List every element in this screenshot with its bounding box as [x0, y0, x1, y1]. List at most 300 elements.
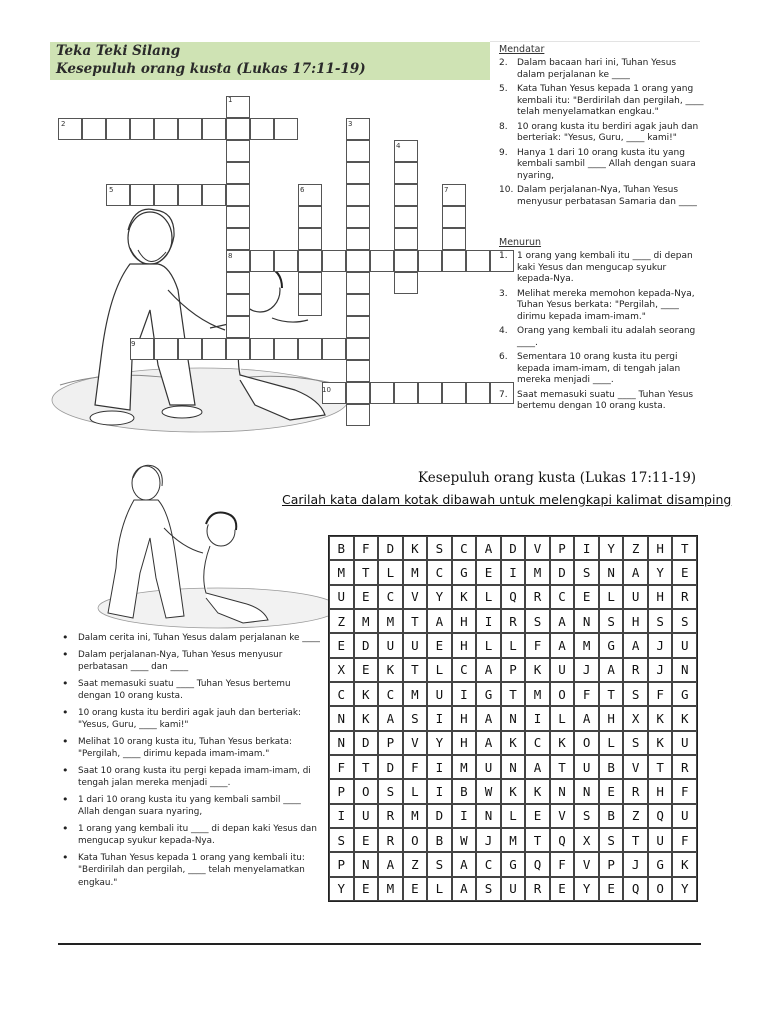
- crossword-cell[interactable]: [394, 206, 418, 228]
- crossword-cell[interactable]: [442, 250, 466, 272]
- wordsearch-cell[interactable]: X: [329, 658, 354, 682]
- wordsearch-cell[interactable]: E: [354, 658, 379, 682]
- wordsearch-cell[interactable]: U: [501, 877, 526, 901]
- wordsearch-cell[interactable]: K: [525, 658, 550, 682]
- wordsearch-cell[interactable]: M: [403, 804, 428, 828]
- wordsearch-cell[interactable]: T: [354, 560, 379, 584]
- wordsearch-cell[interactable]: N: [329, 731, 354, 755]
- wordsearch-cell[interactable]: R: [672, 585, 697, 609]
- wordsearch-cell[interactable]: M: [501, 828, 526, 852]
- wordsearch-cell[interactable]: J: [648, 633, 673, 657]
- crossword-cell[interactable]: [250, 118, 274, 140]
- wordsearch-cell[interactable]: Y: [648, 560, 673, 584]
- wordsearch-cell[interactable]: E: [550, 877, 575, 901]
- wordsearch-cell[interactable]: D: [354, 731, 379, 755]
- wordsearch-cell[interactable]: K: [525, 779, 550, 803]
- crossword-cell[interactable]: [394, 162, 418, 184]
- crossword-cell[interactable]: [226, 206, 250, 228]
- wordsearch-cell[interactable]: S: [525, 609, 550, 633]
- wordsearch-cell[interactable]: M: [574, 633, 599, 657]
- crossword-cell[interactable]: [226, 316, 250, 338]
- wordsearch-cell[interactable]: Q: [550, 828, 575, 852]
- wordsearch-grid: [328, 535, 698, 902]
- wordsearch-cell[interactable]: G: [501, 852, 526, 876]
- crossword-cell[interactable]: [346, 360, 370, 382]
- crossword-cell[interactable]: [154, 338, 178, 360]
- crossword-cell[interactable]: [226, 140, 250, 162]
- crossword-cell[interactable]: [370, 250, 394, 272]
- wordsearch-cell[interactable]: E: [599, 877, 624, 901]
- wordsearch-cell[interactable]: U: [476, 755, 501, 779]
- wordsearch-cell[interactable]: Q: [623, 877, 648, 901]
- wordsearch-cell[interactable]: J: [648, 658, 673, 682]
- wordsearch-cell[interactable]: D: [427, 804, 452, 828]
- wordsearch-cell[interactable]: O: [550, 682, 575, 706]
- crossword-cell[interactable]: [346, 294, 370, 316]
- wordsearch-cell[interactable]: L: [403, 779, 428, 803]
- wordsearch-cell[interactable]: D: [378, 755, 403, 779]
- wordsearch-cell[interactable]: S: [378, 779, 403, 803]
- wordsearch-cell[interactable]: S: [623, 682, 648, 706]
- wordsearch-cell[interactable]: A: [599, 658, 624, 682]
- wordsearch-cell[interactable]: K: [550, 731, 575, 755]
- wordsearch-cell[interactable]: P: [501, 658, 526, 682]
- wordsearch-cell[interactable]: W: [476, 779, 501, 803]
- wordsearch-cell[interactable]: A: [476, 731, 501, 755]
- wordsearch-cell[interactable]: V: [550, 804, 575, 828]
- wordsearch-cell[interactable]: R: [525, 585, 550, 609]
- wordsearch-cell[interactable]: S: [599, 609, 624, 633]
- crossword-cell[interactable]: [130, 118, 154, 140]
- crossword-cell[interactable]: [130, 184, 154, 206]
- wordsearch-cell[interactable]: T: [672, 536, 697, 560]
- wordsearch-cell[interactable]: Z: [329, 609, 354, 633]
- wordsearch-cell[interactable]: T: [403, 658, 428, 682]
- wordsearch-cell[interactable]: N: [599, 560, 624, 584]
- wordsearch-cell[interactable]: R: [623, 658, 648, 682]
- wordsearch-cell[interactable]: T: [501, 682, 526, 706]
- wordsearch-cell[interactable]: J: [623, 852, 648, 876]
- crossword-cell[interactable]: [322, 250, 346, 272]
- crossword-cell[interactable]: [346, 184, 370, 206]
- crossword-cell[interactable]: [298, 338, 322, 360]
- wordsearch-cell[interactable]: V: [623, 755, 648, 779]
- wordsearch-cell[interactable]: T: [623, 828, 648, 852]
- wordsearch-cell[interactable]: A: [476, 706, 501, 730]
- wordsearch-cell[interactable]: S: [599, 828, 624, 852]
- clue-number: 3.: [499, 288, 508, 299]
- wordsearch-cell[interactable]: B: [452, 779, 477, 803]
- wordsearch-cell[interactable]: V: [403, 585, 428, 609]
- clue-number-8: 8: [228, 252, 233, 260]
- wordsearch-cell[interactable]: T: [403, 609, 428, 633]
- wordsearch-cell[interactable]: S: [623, 731, 648, 755]
- crossword-cell[interactable]: [250, 250, 274, 272]
- wordsearch-cell[interactable]: K: [354, 706, 379, 730]
- wordsearch-cell[interactable]: U: [550, 658, 575, 682]
- wordsearch-cell[interactable]: B: [599, 755, 624, 779]
- wordsearch-cell[interactable]: E: [427, 633, 452, 657]
- wordsearch-cell[interactable]: I: [574, 536, 599, 560]
- wordsearch-cell[interactable]: O: [403, 828, 428, 852]
- wordsearch-cell[interactable]: O: [648, 877, 673, 901]
- wordsearch-cell[interactable]: J: [476, 828, 501, 852]
- wordsearch-cell[interactable]: N: [501, 755, 526, 779]
- across-clue-list: [499, 58, 704, 211]
- wordsearch-cell[interactable]: L: [501, 633, 526, 657]
- crossword-cell[interactable]: [346, 250, 370, 272]
- crossword-cell[interactable]: [202, 338, 226, 360]
- wordsearch-cell[interactable]: D: [378, 536, 403, 560]
- wordsearch-cell[interactable]: R: [378, 804, 403, 828]
- crossword-cell[interactable]: [106, 118, 130, 140]
- crossword-cell[interactable]: [82, 118, 106, 140]
- crossword-cell[interactable]: [274, 250, 298, 272]
- wordsearch-cell[interactable]: K: [672, 852, 697, 876]
- wordsearch-cell[interactable]: V: [525, 536, 550, 560]
- crossword-cell[interactable]: [154, 184, 178, 206]
- wordsearch-cell[interactable]: F: [672, 828, 697, 852]
- crossword-cell[interactable]: [298, 272, 322, 294]
- wordsearch-cell[interactable]: M: [329, 560, 354, 584]
- wordsearch-cell[interactable]: F: [354, 536, 379, 560]
- wordsearch-cell[interactable]: A: [378, 852, 403, 876]
- wordsearch-cell[interactable]: B: [427, 828, 452, 852]
- clue-item: [499, 185, 704, 208]
- wordsearch-cell[interactable]: K: [354, 682, 379, 706]
- wordsearch-cell[interactable]: E: [525, 804, 550, 828]
- wordsearch-cell[interactable]: M: [378, 609, 403, 633]
- crossword-cell[interactable]: [298, 228, 322, 250]
- wordsearch-cell[interactable]: I: [525, 706, 550, 730]
- wordsearch-cell[interactable]: K: [501, 779, 526, 803]
- crossword-cell[interactable]: [178, 338, 202, 360]
- wordsearch-cell[interactable]: U: [403, 633, 428, 657]
- crossword-cell[interactable]: [298, 294, 322, 316]
- wordsearch-cell[interactable]: G: [599, 633, 624, 657]
- wordsearch-cell[interactable]: Q: [648, 804, 673, 828]
- wordsearch-cell[interactable]: M: [403, 560, 428, 584]
- wordsearch-cell[interactable]: L: [427, 877, 452, 901]
- wordsearch-cell[interactable]: E: [329, 633, 354, 657]
- crossword-cell[interactable]: [178, 184, 202, 206]
- crossword-cell[interactable]: [226, 162, 250, 184]
- wordsearch-cell[interactable]: A: [574, 706, 599, 730]
- wordsearch-cell[interactable]: Y: [574, 877, 599, 901]
- wordsearch-cell[interactable]: F: [550, 852, 575, 876]
- crossword-cell[interactable]: [202, 118, 226, 140]
- wordsearch-cell[interactable]: E: [599, 779, 624, 803]
- wordsearch-cell[interactable]: A: [525, 755, 550, 779]
- wordsearch-cell[interactable]: Y: [329, 877, 354, 901]
- wordsearch-cell[interactable]: G: [648, 852, 673, 876]
- wordsearch-cell[interactable]: Y: [427, 731, 452, 755]
- wordsearch-cell[interactable]: E: [672, 560, 697, 584]
- wordsearch-cell[interactable]: T: [354, 755, 379, 779]
- crossword-cell[interactable]: [178, 118, 202, 140]
- sentence-item: • Dalam cerita ini, Tuhan Yesus dalam perjalanan ke ____: [60, 632, 322, 645]
- wordsearch-cell[interactable]: L: [476, 633, 501, 657]
- wordsearch-cell[interactable]: S: [648, 609, 673, 633]
- wordsearch-cell[interactable]: A: [452, 877, 477, 901]
- wordsearch-cell[interactable]: X: [623, 706, 648, 730]
- wordsearch-cell[interactable]: T: [599, 682, 624, 706]
- wordsearch-cell[interactable]: L: [378, 560, 403, 584]
- wordsearch-cell[interactable]: D: [501, 536, 526, 560]
- crossword-cell[interactable]: [418, 382, 442, 404]
- wordsearch-cell[interactable]: M: [452, 755, 477, 779]
- wordsearch-cell[interactable]: F: [648, 682, 673, 706]
- wordsearch-cell[interactable]: O: [354, 779, 379, 803]
- wordsearch-cell[interactable]: M: [403, 682, 428, 706]
- wordsearch-cell[interactable]: M: [525, 560, 550, 584]
- wordsearch-cell[interactable]: E: [354, 585, 379, 609]
- wordsearch-cell[interactable]: N: [354, 852, 379, 876]
- wordsearch-cell[interactable]: I: [329, 804, 354, 828]
- wordsearch-cell[interactable]: R: [623, 779, 648, 803]
- crossword-cell[interactable]: [226, 272, 250, 294]
- wordsearch-cell[interactable]: V: [574, 852, 599, 876]
- wordsearch-cell[interactable]: N: [574, 779, 599, 803]
- wordsearch-cell[interactable]: L: [599, 585, 624, 609]
- wordsearch-cell[interactable]: G: [452, 560, 477, 584]
- wordsearch-cell[interactable]: G: [476, 682, 501, 706]
- wordsearch-cell[interactable]: E: [403, 877, 428, 901]
- wordsearch-cell[interactable]: F: [574, 682, 599, 706]
- wordsearch-cell[interactable]: E: [476, 560, 501, 584]
- wordsearch-cell[interactable]: L: [427, 658, 452, 682]
- crossword-cell[interactable]: [466, 250, 490, 272]
- wordsearch-cell[interactable]: M: [525, 682, 550, 706]
- wordsearch-cell[interactable]: Z: [623, 804, 648, 828]
- wordsearch-cell[interactable]: F: [672, 779, 697, 803]
- wordsearch-cell[interactable]: W: [452, 828, 477, 852]
- crossword-cell[interactable]: [346, 404, 370, 426]
- wordsearch-cell[interactable]: A: [623, 560, 648, 584]
- wordsearch-cell[interactable]: T: [550, 755, 575, 779]
- wordsearch-cell[interactable]: L: [599, 731, 624, 755]
- crossword-cell[interactable]: [442, 382, 466, 404]
- wordsearch-cell[interactable]: N: [550, 779, 575, 803]
- crossword-cell[interactable]: [346, 272, 370, 294]
- wordsearch-cell[interactable]: Z: [403, 852, 428, 876]
- wordsearch-cell[interactable]: U: [378, 633, 403, 657]
- wordsearch-cell[interactable]: C: [378, 585, 403, 609]
- crossword-cell[interactable]: [226, 338, 250, 360]
- wordsearch-cell[interactable]: H: [599, 706, 624, 730]
- wordsearch-cell[interactable]: Q: [525, 852, 550, 876]
- wordsearch-cell[interactable]: A: [427, 609, 452, 633]
- wordsearch-cell[interactable]: L: [550, 706, 575, 730]
- wordsearch-cell[interactable]: I: [427, 779, 452, 803]
- crossword-cell[interactable]: [442, 206, 466, 228]
- wordsearch-cell[interactable]: C: [476, 852, 501, 876]
- wordsearch-cell[interactable]: S: [427, 852, 452, 876]
- wordsearch-cell[interactable]: M: [378, 877, 403, 901]
- wordsearch-cell[interactable]: U: [329, 585, 354, 609]
- wordsearch-cell[interactable]: A: [452, 852, 477, 876]
- wordsearch-cell[interactable]: A: [623, 633, 648, 657]
- wordsearch-cell[interactable]: N: [329, 706, 354, 730]
- wordsearch-cell[interactable]: S: [329, 828, 354, 852]
- crossword-cell[interactable]: [226, 228, 250, 250]
- crossword-cell[interactable]: [394, 382, 418, 404]
- wordsearch-cell[interactable]: V: [403, 731, 428, 755]
- wordsearch-cell[interactable]: O: [574, 731, 599, 755]
- crossword-cell[interactable]: [370, 382, 394, 404]
- crossword-cell[interactable]: [346, 206, 370, 228]
- crossword-cell[interactable]: [298, 250, 322, 272]
- wordsearch-cell[interactable]: U: [354, 804, 379, 828]
- crossword-cell[interactable]: [466, 382, 490, 404]
- wordsearch-cell[interactable]: C: [378, 682, 403, 706]
- wordsearch-cell[interactable]: N: [476, 804, 501, 828]
- crossword-cell[interactable]: [346, 228, 370, 250]
- wordsearch-cell[interactable]: Z: [623, 536, 648, 560]
- wordsearch-cell[interactable]: U: [672, 633, 697, 657]
- wordsearch-cell[interactable]: I: [427, 755, 452, 779]
- wordsearch-cell[interactable]: C: [329, 682, 354, 706]
- wordsearch-cell[interactable]: R: [672, 755, 697, 779]
- wordsearch-cell[interactable]: I: [476, 609, 501, 633]
- crossword-cell[interactable]: [346, 338, 370, 360]
- wordsearch-cell[interactable]: C: [550, 585, 575, 609]
- wordsearch-cell[interactable]: B: [599, 804, 624, 828]
- wordsearch-cell[interactable]: L: [501, 804, 526, 828]
- wordsearch-cell[interactable]: T: [525, 828, 550, 852]
- wordsearch-cell[interactable]: I: [452, 682, 477, 706]
- wordsearch-cell[interactable]: U: [427, 682, 452, 706]
- wordsearch-cell[interactable]: H: [452, 633, 477, 657]
- wordsearch-cell[interactable]: S: [574, 560, 599, 584]
- wordsearch-cell[interactable]: S: [672, 609, 697, 633]
- crossword-cell[interactable]: [226, 184, 250, 206]
- crossword-cell[interactable]: [274, 118, 298, 140]
- wordsearch-cell[interactable]: B: [329, 536, 354, 560]
- wordsearch-cell[interactable]: I: [501, 560, 526, 584]
- wordsearch-cell[interactable]: U: [574, 755, 599, 779]
- wordsearch-cell[interactable]: A: [378, 706, 403, 730]
- wordsearch-cell[interactable]: F: [329, 755, 354, 779]
- crossword-cell[interactable]: [346, 162, 370, 184]
- wordsearch-cell[interactable]: Y: [672, 877, 697, 901]
- crossword-cell[interactable]: [298, 206, 322, 228]
- wordsearch-cell[interactable]: C: [427, 560, 452, 584]
- wordsearch-cell[interactable]: D: [550, 560, 575, 584]
- wordsearch-cell[interactable]: S: [476, 877, 501, 901]
- wordsearch-cell[interactable]: G: [672, 682, 697, 706]
- wordsearch-cell[interactable]: F: [403, 755, 428, 779]
- wordsearch-cell[interactable]: I: [452, 804, 477, 828]
- wordsearch-cell[interactable]: Y: [427, 585, 452, 609]
- crossword-cell[interactable]: [346, 382, 370, 404]
- crossword-cell[interactable]: [226, 294, 250, 316]
- crossword-cell[interactable]: [322, 338, 346, 360]
- clue-text: Dalam perjalanan-Nya, Tuhan Yesus menyusur perbatasan Samaria dan ____: [517, 185, 697, 207]
- wordsearch-cell[interactable]: F: [525, 633, 550, 657]
- wordsearch-cell[interactable]: I: [427, 706, 452, 730]
- wordsearch-cell[interactable]: K: [378, 658, 403, 682]
- crossword-cell[interactable]: [346, 140, 370, 162]
- wordsearch-cell[interactable]: C: [452, 536, 477, 560]
- wordsearch-cell[interactable]: D: [354, 633, 379, 657]
- wordsearch-cell[interactable]: S: [403, 706, 428, 730]
- wordsearch-cell[interactable]: R: [525, 877, 550, 901]
- wordsearch-cell[interactable]: H: [452, 706, 477, 730]
- wordsearch-cell[interactable]: P: [329, 779, 354, 803]
- crossword-cell[interactable]: [250, 338, 274, 360]
- wordsearch-cell[interactable]: H: [623, 609, 648, 633]
- wordsearch-cell[interactable]: P: [550, 536, 575, 560]
- wordsearch-cell[interactable]: K: [672, 706, 697, 730]
- crossword-cell[interactable]: [394, 228, 418, 250]
- wordsearch-cell[interactable]: K: [403, 536, 428, 560]
- wordsearch-cell[interactable]: L: [476, 585, 501, 609]
- wordsearch-cell[interactable]: H: [648, 585, 673, 609]
- wordsearch-cell[interactable]: P: [378, 731, 403, 755]
- crossword-cell[interactable]: [418, 250, 442, 272]
- wordsearch-cell[interactable]: U: [672, 731, 697, 755]
- wordsearch-cell[interactable]: S: [427, 536, 452, 560]
- crossword-cell[interactable]: [394, 250, 418, 272]
- wordsearch-cell[interactable]: U: [623, 585, 648, 609]
- wordsearch-cell[interactable]: C: [452, 658, 477, 682]
- wordsearch-cell[interactable]: R: [378, 828, 403, 852]
- clue-number: 8.: [499, 121, 508, 132]
- wordsearch-cell[interactable]: X: [574, 828, 599, 852]
- wordsearch-cell[interactable]: H: [648, 536, 673, 560]
- crossword-cell[interactable]: [394, 184, 418, 206]
- wordsearch-cell[interactable]: S: [574, 804, 599, 828]
- wordsearch-cell[interactable]: N: [672, 658, 697, 682]
- wordsearch-cell[interactable]: M: [354, 609, 379, 633]
- crossword-cell[interactable]: [442, 228, 466, 250]
- crossword-cell[interactable]: [346, 316, 370, 338]
- wordsearch-cell[interactable]: N: [574, 609, 599, 633]
- wordsearch-cell[interactable]: K: [648, 731, 673, 755]
- wordsearch-cell[interactable]: H: [648, 779, 673, 803]
- wordsearch-cell[interactable]: T: [648, 755, 673, 779]
- crossword-cell[interactable]: [394, 272, 418, 294]
- wordsearch-cell[interactable]: E: [354, 828, 379, 852]
- wordsearch-cell[interactable]: K: [452, 585, 477, 609]
- wordsearch-cell[interactable]: E: [574, 585, 599, 609]
- wordsearch-cell[interactable]: Y: [599, 536, 624, 560]
- wordsearch-cell[interactable]: A: [476, 658, 501, 682]
- wordsearch-cell[interactable]: R: [501, 609, 526, 633]
- wordsearch-cell[interactable]: H: [452, 609, 477, 633]
- wordsearch-cell[interactable]: K: [501, 731, 526, 755]
- wordsearch-cell[interactable]: E: [354, 877, 379, 901]
- wordsearch-cell[interactable]: Q: [501, 585, 526, 609]
- wordsearch-cell[interactable]: P: [329, 852, 354, 876]
- crossword-cell[interactable]: [274, 338, 298, 360]
- crossword-cell[interactable]: [202, 184, 226, 206]
- wordsearch-cell[interactable]: A: [476, 536, 501, 560]
- wordsearch-cell[interactable]: U: [672, 804, 697, 828]
- crossword-cell[interactable]: [154, 118, 178, 140]
- wordsearch-cell[interactable]: U: [648, 828, 673, 852]
- wordsearch-cell[interactable]: C: [525, 731, 550, 755]
- wordsearch-cell[interactable]: A: [550, 609, 575, 633]
- wordsearch-cell[interactable]: K: [648, 706, 673, 730]
- crossword-cell[interactable]: [226, 118, 250, 140]
- wordsearch-cell[interactable]: J: [574, 658, 599, 682]
- wordsearch-cell[interactable]: P: [599, 852, 624, 876]
- wordsearch-cell[interactable]: A: [550, 633, 575, 657]
- wordsearch-cell[interactable]: N: [501, 706, 526, 730]
- wordsearch-cell[interactable]: H: [452, 731, 477, 755]
